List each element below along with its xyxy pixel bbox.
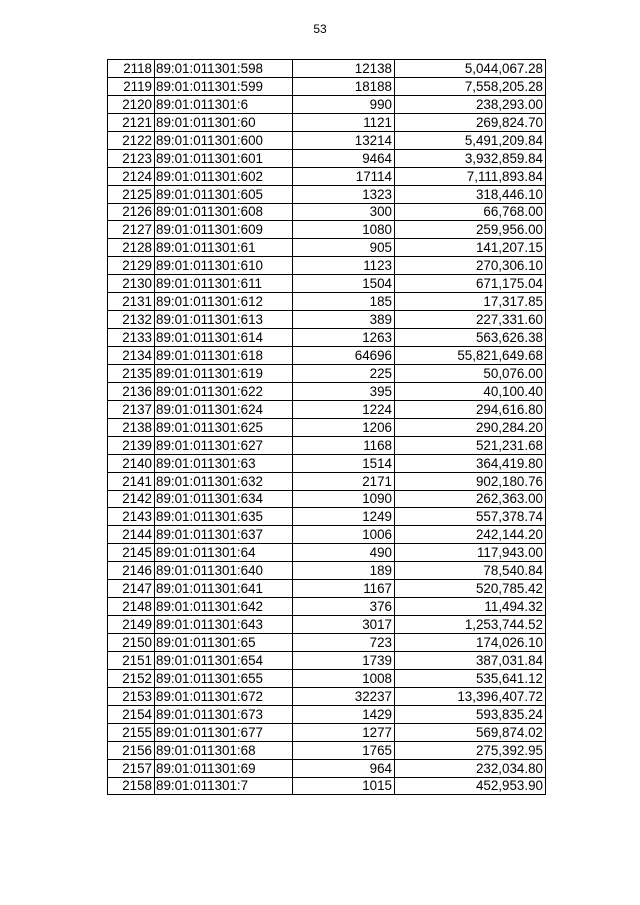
cadastral-value-cell: 520,785.42 xyxy=(395,580,546,598)
table-row xyxy=(108,562,546,580)
table-row xyxy=(108,400,546,418)
area-cell: 12138 xyxy=(293,60,395,78)
table-row xyxy=(108,454,546,472)
row-number-cell: 2157 xyxy=(108,759,155,777)
row-number-cell: 2119 xyxy=(108,77,155,95)
row-number-cell: 2153 xyxy=(108,687,155,705)
table-row xyxy=(108,687,546,705)
table-row xyxy=(108,472,546,490)
table-row xyxy=(108,293,546,311)
cadastral-value-cell: 364,419.80 xyxy=(395,454,546,472)
row-number-cell: 2136 xyxy=(108,382,155,400)
table-row xyxy=(108,669,546,687)
cadastral-value-cell: 238,293.00 xyxy=(395,95,546,113)
cadastral-value-cell: 259,956.00 xyxy=(395,221,546,239)
cadastral-number-cell: 89:01:011301:68 xyxy=(155,741,293,759)
table-row xyxy=(108,651,546,669)
cadastral-value-cell: 270,306.10 xyxy=(395,257,546,275)
table-row xyxy=(108,275,546,293)
row-number-cell: 2151 xyxy=(108,651,155,669)
area-cell: 1514 xyxy=(293,454,395,472)
row-number-cell: 2147 xyxy=(108,580,155,598)
cadastral-value-cell: 593,835.24 xyxy=(395,705,546,723)
table-row xyxy=(108,185,546,203)
cadastral-number-cell: 89:01:011301:612 xyxy=(155,293,293,311)
table-row xyxy=(108,347,546,365)
area-cell: 490 xyxy=(293,544,395,562)
table-row xyxy=(108,329,546,347)
cadastral-value-table xyxy=(107,59,546,795)
cadastral-value-cell: 563,626.38 xyxy=(395,329,546,347)
table-row xyxy=(108,490,546,508)
table-row xyxy=(108,580,546,598)
cadastral-number-cell: 89:01:011301:640 xyxy=(155,562,293,580)
row-number-cell: 2133 xyxy=(108,329,155,347)
row-number-cell: 2158 xyxy=(108,777,155,795)
cadastral-value-cell: 269,824.70 xyxy=(395,113,546,131)
table-row xyxy=(108,777,546,795)
row-number-cell: 2131 xyxy=(108,293,155,311)
row-number-cell: 2126 xyxy=(108,203,155,221)
cadastral-number-cell: 89:01:011301:63 xyxy=(155,454,293,472)
area-cell: 2171 xyxy=(293,472,395,490)
area-cell: 1168 xyxy=(293,436,395,454)
cadastral-value-cell: 232,034.80 xyxy=(395,759,546,777)
cadastral-number-cell: 89:01:011301:672 xyxy=(155,687,293,705)
cadastral-number-cell: 89:01:011301:611 xyxy=(155,275,293,293)
table-row xyxy=(108,526,546,544)
area-cell: 1121 xyxy=(293,113,395,131)
area-cell: 1739 xyxy=(293,651,395,669)
row-number-cell: 2128 xyxy=(108,239,155,257)
area-cell: 189 xyxy=(293,562,395,580)
cadastral-value-cell: 7,558,205.28 xyxy=(395,77,546,95)
cadastral-value-cell: 569,874.02 xyxy=(395,723,546,741)
cadastral-number-cell: 89:01:011301:624 xyxy=(155,400,293,418)
row-number-cell: 2139 xyxy=(108,436,155,454)
cadastral-value-cell: 1,253,744.52 xyxy=(395,616,546,634)
cadastral-value-cell: 318,446.10 xyxy=(395,185,546,203)
cadastral-value-cell: 11,494.32 xyxy=(395,598,546,616)
area-cell: 9464 xyxy=(293,149,395,167)
table-row xyxy=(108,149,546,167)
table-row xyxy=(108,203,546,221)
table-row xyxy=(108,544,546,562)
row-number-cell: 2125 xyxy=(108,185,155,203)
cadastral-number-cell: 89:01:011301:69 xyxy=(155,759,293,777)
row-number-cell: 2122 xyxy=(108,131,155,149)
table-row xyxy=(108,167,546,185)
cadastral-value-cell: 13,396,407.72 xyxy=(395,687,546,705)
table-row xyxy=(108,616,546,634)
row-number-cell: 2149 xyxy=(108,616,155,634)
row-number-cell: 2118 xyxy=(108,60,155,78)
cadastral-value-cell: 3,932,859.84 xyxy=(395,149,546,167)
cadastral-value-cell: 387,031.84 xyxy=(395,651,546,669)
area-cell: 905 xyxy=(293,239,395,257)
area-cell: 300 xyxy=(293,203,395,221)
table-row xyxy=(108,221,546,239)
area-cell: 1249 xyxy=(293,508,395,526)
area-cell: 1080 xyxy=(293,221,395,239)
cadastral-number-cell: 89:01:011301:637 xyxy=(155,526,293,544)
row-number-cell: 2154 xyxy=(108,705,155,723)
cadastral-number-cell: 89:01:011301:634 xyxy=(155,490,293,508)
area-cell: 18188 xyxy=(293,77,395,95)
area-cell: 1015 xyxy=(293,777,395,795)
cadastral-value-cell: 557,378.74 xyxy=(395,508,546,526)
cadastral-number-cell: 89:01:011301:618 xyxy=(155,347,293,365)
area-cell: 1504 xyxy=(293,275,395,293)
row-number-cell: 2142 xyxy=(108,490,155,508)
row-number-cell: 2144 xyxy=(108,526,155,544)
area-cell: 17114 xyxy=(293,167,395,185)
area-cell: 964 xyxy=(293,759,395,777)
area-cell: 1123 xyxy=(293,257,395,275)
cadastral-value-cell: 290,284.20 xyxy=(395,418,546,436)
row-number-cell: 2132 xyxy=(108,311,155,329)
cadastral-number-cell: 89:01:011301:654 xyxy=(155,651,293,669)
cadastral-value-cell: 141,207.15 xyxy=(395,239,546,257)
cadastral-number-cell: 89:01:011301:610 xyxy=(155,257,293,275)
cadastral-number-cell: 89:01:011301:677 xyxy=(155,723,293,741)
area-cell: 1167 xyxy=(293,580,395,598)
cadastral-number-cell: 89:01:011301:609 xyxy=(155,221,293,239)
cadastral-number-cell: 89:01:011301:64 xyxy=(155,544,293,562)
row-number-cell: 2148 xyxy=(108,598,155,616)
cadastral-number-cell: 89:01:011301:622 xyxy=(155,382,293,400)
cadastral-value-cell: 5,491,209.84 xyxy=(395,131,546,149)
cadastral-number-cell: 89:01:011301:602 xyxy=(155,167,293,185)
table-row xyxy=(108,418,546,436)
area-cell: 1277 xyxy=(293,723,395,741)
table-row xyxy=(108,257,546,275)
table-row xyxy=(108,723,546,741)
cadastral-value-cell: 227,331.60 xyxy=(395,311,546,329)
cadastral-number-cell: 89:01:011301:608 xyxy=(155,203,293,221)
table-row xyxy=(108,311,546,329)
cadastral-value-cell: 40,100.40 xyxy=(395,382,546,400)
row-number-cell: 2152 xyxy=(108,669,155,687)
cadastral-value-cell: 452,953.90 xyxy=(395,777,546,795)
table-row xyxy=(108,364,546,382)
cadastral-value-cell: 7,111,893.84 xyxy=(395,167,546,185)
cadastral-value-cell: 117,943.00 xyxy=(395,544,546,562)
area-cell: 3017 xyxy=(293,616,395,634)
area-cell: 1206 xyxy=(293,418,395,436)
cadastral-value-cell: 17,317.85 xyxy=(395,293,546,311)
table-row xyxy=(108,598,546,616)
cadastral-number-cell: 89:01:011301:7 xyxy=(155,777,293,795)
area-cell: 1323 xyxy=(293,185,395,203)
cadastral-value-cell: 242,144.20 xyxy=(395,526,546,544)
cadastral-number-cell: 89:01:011301:655 xyxy=(155,669,293,687)
cadastral-value-cell: 78,540.84 xyxy=(395,562,546,580)
row-number-cell: 2140 xyxy=(108,454,155,472)
area-cell: 723 xyxy=(293,634,395,652)
table-row xyxy=(108,95,546,113)
area-cell: 185 xyxy=(293,293,395,311)
cadastral-value-cell: 902,180.76 xyxy=(395,472,546,490)
row-number-cell: 2137 xyxy=(108,400,155,418)
cadastral-number-cell: 89:01:011301:605 xyxy=(155,185,293,203)
row-number-cell: 2121 xyxy=(108,113,155,131)
area-cell: 1263 xyxy=(293,329,395,347)
cadastral-number-cell: 89:01:011301:635 xyxy=(155,508,293,526)
cadastral-value-cell: 535,641.12 xyxy=(395,669,546,687)
cadastral-value-cell: 5,044,067.28 xyxy=(395,60,546,78)
cadastral-number-cell: 89:01:011301:625 xyxy=(155,418,293,436)
row-number-cell: 2120 xyxy=(108,95,155,113)
cadastral-number-cell: 89:01:011301:613 xyxy=(155,311,293,329)
row-number-cell: 2141 xyxy=(108,472,155,490)
area-cell: 990 xyxy=(293,95,395,113)
cadastral-number-cell: 89:01:011301:599 xyxy=(155,77,293,95)
cadastral-number-cell: 89:01:011301:60 xyxy=(155,113,293,131)
table-row xyxy=(108,113,546,131)
row-number-cell: 2129 xyxy=(108,257,155,275)
cadastral-value-cell: 521,231.68 xyxy=(395,436,546,454)
area-cell: 1008 xyxy=(293,669,395,687)
table-row xyxy=(108,436,546,454)
row-number-cell: 2156 xyxy=(108,741,155,759)
table-row xyxy=(108,705,546,723)
row-number-cell: 2135 xyxy=(108,364,155,382)
cadastral-number-cell: 89:01:011301:632 xyxy=(155,472,293,490)
area-cell: 1429 xyxy=(293,705,395,723)
cadastral-number-cell: 89:01:011301:643 xyxy=(155,616,293,634)
table-row xyxy=(108,60,546,78)
row-number-cell: 2146 xyxy=(108,562,155,580)
table-row xyxy=(108,131,546,149)
table-row xyxy=(108,77,546,95)
row-number-cell: 2123 xyxy=(108,149,155,167)
area-cell: 225 xyxy=(293,364,395,382)
cadastral-value-cell: 174,026.10 xyxy=(395,634,546,652)
cadastral-number-cell: 89:01:011301:61 xyxy=(155,239,293,257)
cadastral-value-cell: 50,076.00 xyxy=(395,364,546,382)
cadastral-number-cell: 89:01:011301:600 xyxy=(155,131,293,149)
table-body xyxy=(108,60,546,795)
cadastral-number-cell: 89:01:011301:673 xyxy=(155,705,293,723)
row-number-cell: 2145 xyxy=(108,544,155,562)
area-cell: 1224 xyxy=(293,400,395,418)
table-row xyxy=(108,508,546,526)
row-number-cell: 2155 xyxy=(108,723,155,741)
row-number-cell: 2143 xyxy=(108,508,155,526)
cadastral-value-cell: 66,768.00 xyxy=(395,203,546,221)
table-row xyxy=(108,239,546,257)
area-cell: 64696 xyxy=(293,347,395,365)
area-cell: 13214 xyxy=(293,131,395,149)
cadastral-number-cell: 89:01:011301:614 xyxy=(155,329,293,347)
area-cell: 395 xyxy=(293,382,395,400)
row-number-cell: 2130 xyxy=(108,275,155,293)
row-number-cell: 2124 xyxy=(108,167,155,185)
row-number-cell: 2138 xyxy=(108,418,155,436)
cadastral-number-cell: 89:01:011301:6 xyxy=(155,95,293,113)
area-cell: 32237 xyxy=(293,687,395,705)
area-cell: 1090 xyxy=(293,490,395,508)
cadastral-value-cell: 262,363.00 xyxy=(395,490,546,508)
page-number: 53 xyxy=(313,22,327,36)
area-cell: 1006 xyxy=(293,526,395,544)
row-number-cell: 2134 xyxy=(108,347,155,365)
cadastral-number-cell: 89:01:011301:627 xyxy=(155,436,293,454)
table-row xyxy=(108,741,546,759)
row-number-cell: 2127 xyxy=(108,221,155,239)
table-row xyxy=(108,634,546,652)
cadastral-number-cell: 89:01:011301:601 xyxy=(155,149,293,167)
cadastral-value-cell: 55,821,649.68 xyxy=(395,347,546,365)
table-row xyxy=(108,382,546,400)
cadastral-value-cell: 671,175.04 xyxy=(395,275,546,293)
row-number-cell: 2150 xyxy=(108,634,155,652)
area-cell: 376 xyxy=(293,598,395,616)
cadastral-number-cell: 89:01:011301:641 xyxy=(155,580,293,598)
cadastral-number-cell: 89:01:011301:598 xyxy=(155,60,293,78)
cadastral-number-cell: 89:01:011301:619 xyxy=(155,364,293,382)
cadastral-number-cell: 89:01:011301:642 xyxy=(155,598,293,616)
cadastral-number-cell: 89:01:011301:65 xyxy=(155,634,293,652)
cadastral-value-cell: 275,392.95 xyxy=(395,741,546,759)
area-cell: 1765 xyxy=(293,741,395,759)
area-cell: 389 xyxy=(293,311,395,329)
cadastral-value-cell: 294,616.80 xyxy=(395,400,546,418)
table-row xyxy=(108,759,546,777)
